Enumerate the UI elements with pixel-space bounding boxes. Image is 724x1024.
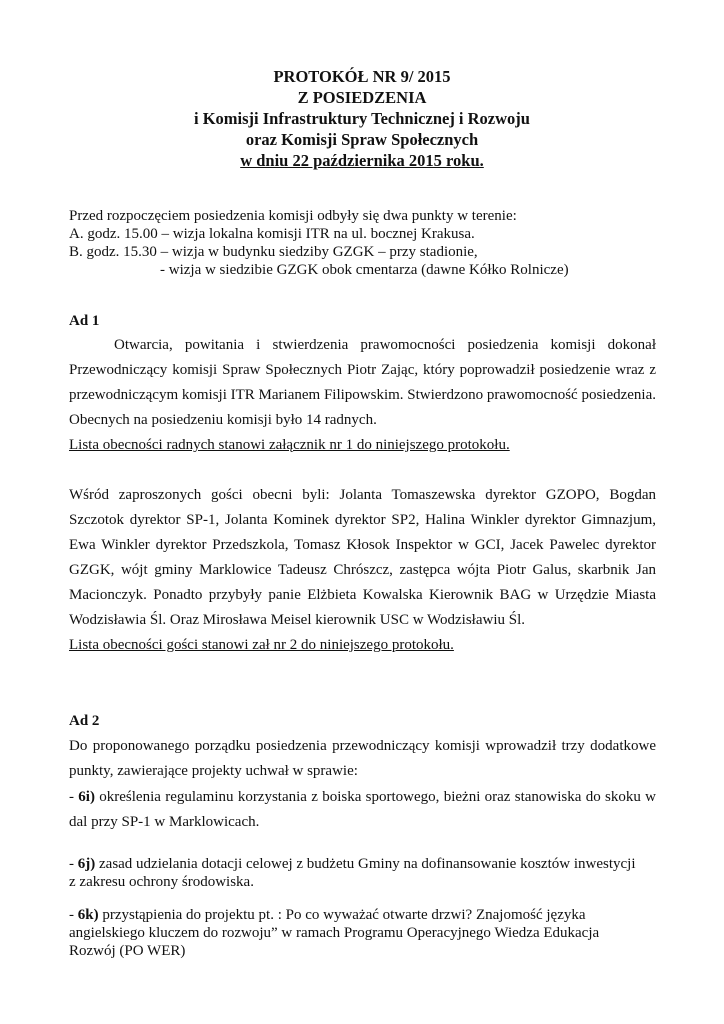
agenda-dash: - [69, 856, 78, 872]
ad1-heading: Ad 1 [69, 313, 100, 329]
ad2-heading: Ad 2 [69, 713, 100, 729]
agenda-text: zasad udzielania dotacji celowej z budżetu Gminy na dofinansowanie kosztów inwestycji z zakresu ochrony środowiska. [69, 856, 636, 890]
guests-paragraph: Wśród zaproszonych gości obecni byli: Jolanta Tomaszewska dyrektor GZOPO, Bogdan Szczotok dyrektor SP-1, Jolanta Kominek dyrektor SP2, Halina Winkler dyrektor Gimnazjum, Ewa Winkler dyrektor Przedszkola, Tomasz Kłosok Inspektor w GCI, Jacek Pawelec dyrektor GZGK, wójt gminy Marklowice Tadeusz Chrószcz, zastępca wójta Piotr Galus, skarbnik Jan Macionczyk. Ponadto przybyły panie Elżbieta Kowalska Kierownik BAG w Urzędzie Miasta Wodzisławia Śl. Oraz Mirosława Meisel kierownik USC w Wodzisławiu Śl. [69, 487, 656, 628]
document-title [0, 66, 724, 171]
intro-line-2: A. godz. 15.00 – wizja lokalna komisji ITR na ul. bocznej Krakusa. [69, 226, 475, 242]
title-line-1: PROTOKÓŁ NR 9/ 2015 [273, 67, 451, 86]
agenda-dash: - [69, 907, 78, 923]
agenda-item-6j [69, 855, 644, 891]
agenda-dash: - [69, 789, 79, 805]
title-line-2: Z POSIEDZENIA [297, 88, 427, 107]
agenda-text: przystąpienia do projektu pt. : Po co wyważać otwarte drzwi? Znajomość języka angielskiego kluczem do rozwoju” w ramach Programu Operacyjnego Wiedza Edukacja Rozwój (PO WER) [69, 907, 600, 959]
agenda-item-6k [69, 906, 644, 960]
agenda-text: określenia regulaminu korzystania z boiska sportowego, bieżni oraz stanowiska do skoku w dal przy SP-1 w Marklowicach. [69, 789, 656, 830]
agenda-code: 6i) [78, 789, 95, 805]
title-date-line: w dniu 22 października 2015 roku. [240, 151, 484, 170]
agenda-code: 6j) [77, 856, 96, 872]
title-line-4: oraz Komisji Spraw Społecznych [245, 130, 479, 149]
intro-line-1: Przed rozpoczęciem posiedzenia komisji odbyły się dwa punkty w terenie: [69, 208, 517, 224]
guests-note: Lista obecności gości stanowi zał nr 2 do niniejszego protokołu. [69, 637, 454, 653]
intro-section [69, 207, 669, 279]
ad2-paragraph: Do proponowanego porządku posiedzenia przewodniczący komisji wprowadził trzy dodatkowe punkty, zawierające projekty uchwał w sprawie: [69, 738, 656, 779]
agenda-code: 6k) [77, 907, 99, 923]
intro-line-4: - wizja w siedzibie GZGK obok cmentarza (dawne Kółko Rolnicze) [160, 262, 569, 278]
attendance-note: Lista obecności radnych stanowi załącznik nr 1 do niniejszego protokołu. [69, 437, 510, 453]
title-line-3: i Komisji Infrastruktury Technicznej i Rozwoju [194, 109, 530, 128]
ad1-paragraph: Otwarcia, powitania i stwierdzenia prawomocności posiedzenia komisji dokonał Przewodniczący komisji Spraw Społecznych Piotr Zając, który poprowadził posiedzenie wraz z przewodniczącym komisji ITR Marianem Filipowskim. Stwierdzono prawomocność posiedzenia. Obecnych na posiedzeniu komisji było 14 radnych. [69, 337, 656, 428]
intro-line-3: B. godz. 15.30 – wizja w budynku siedziby GZGK – przy stadionie, [69, 244, 478, 260]
agenda-item-6i [69, 785, 656, 835]
